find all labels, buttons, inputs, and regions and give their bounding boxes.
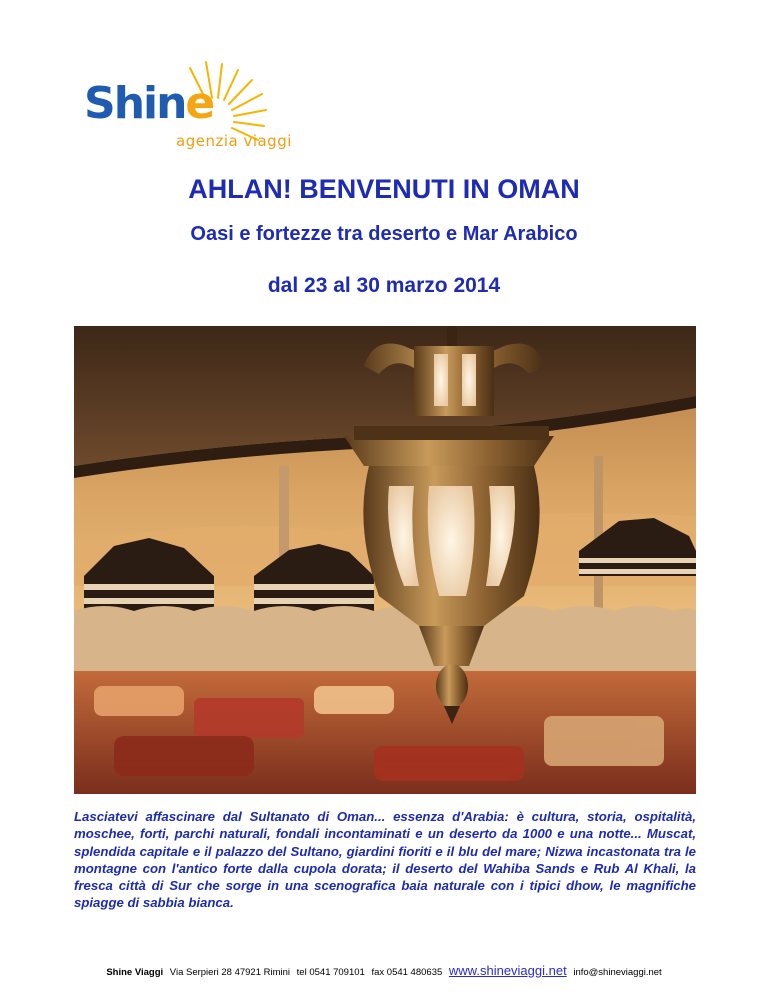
footer-website-link[interactable]: www.shineviaggi.net (448, 963, 567, 978)
trip-description: Lasciatevi affascinare dal Sultanato di Oman... essenza d'Arabia: è cultura, storia, ospitalità, moschee, forti, parchi naturali, fondali incontaminati e un deserto da 1000 e una notte... Muscat, splendida capitale e il palazzo del Sultano, giardini fioriti e il blu del mare; Nizwa incastonata tra le montagne con l'antico forte dalla cupola dorata; il deserto del Wahiba Sands e Rub Al Khali, la fresca città di Sur che sorge in una scenografica baia naturale con i tipici dhow, le magnifiche spiagge di sabbia bianca. (74, 809, 696, 911)
logo-wordmark: Shine (84, 78, 214, 129)
page-subtitle: Oasi e fortezze tra deserto e Mar Arabico (190, 223, 578, 245)
footer-company: Shine Viaggi (106, 967, 164, 978)
lantern-desert-photo (74, 326, 696, 794)
footer-fax: fax 0541 480635 (371, 967, 443, 978)
footer-address: Via Serpieri 28 47921 Rimini (169, 967, 291, 978)
footer (0, 963, 768, 978)
footer-email[interactable]: info@shineviaggi.net (573, 967, 662, 978)
page-title: AHLAN! BENVENUTI IN OMAN (188, 174, 580, 204)
logo-tagline: agenzia viaggi (176, 132, 292, 150)
footer-tel: tel 0541 709101 (296, 967, 365, 978)
travel-dates: dal 23 al 30 marzo 2014 (267, 274, 501, 297)
shine-logo (78, 60, 318, 160)
